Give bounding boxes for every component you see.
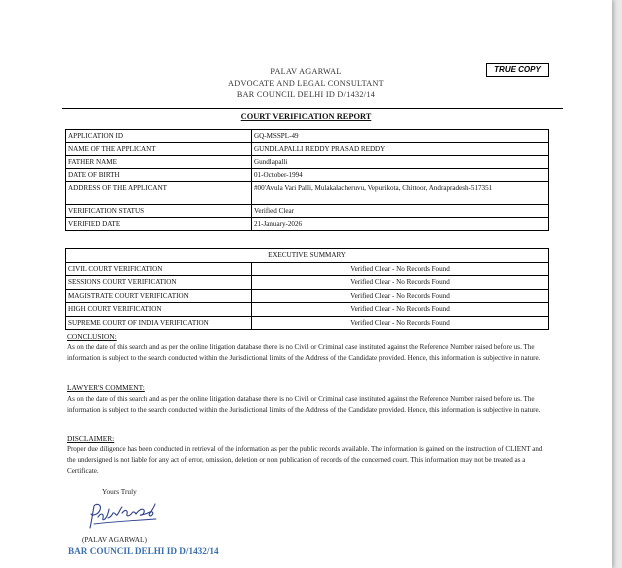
court-name: HIGH COURT VERIFICATION (66, 303, 252, 317)
court-result: Verified Clear - No Records Found (252, 289, 549, 303)
address-value: #00'Avula Vari Palli, Mulakalacheruvu, Vepurikota, Chittoor, Andrapradesh-517351 (252, 182, 549, 205)
court-result: Verified Clear - No Records Found (252, 303, 549, 317)
dob-label: DATE OF BIRTH (66, 169, 252, 182)
table-row (66, 156, 549, 169)
table-row (66, 249, 549, 263)
application-id-value: GQ-MSSPL-49 (252, 130, 549, 143)
court-name: SUPREME COURT OF INDIA VERIFICATION (66, 316, 252, 330)
court-result: Verified Clear - No Records Found (252, 316, 549, 330)
dob-value: 01-October-1994 (252, 169, 549, 182)
verified-date-label: VERIFIED DATE (66, 218, 252, 231)
application-id-label: APPLICATION ID (66, 130, 252, 143)
table-row (66, 303, 549, 317)
conclusion-heading: CONCLUSION: (67, 332, 117, 341)
table-row (66, 316, 549, 330)
conclusion-text: As on the date of this search and as per the online litigation database there is no Civil or Criminal case instituted against the Reference Number raised before us. The information is subject to the search conducted within the Jurisdictional limits of the Address of the Candidate provided. Hence, this information is subjective in nature. (67, 343, 541, 363)
table-row (66, 130, 549, 143)
true-copy-stamp: TRUE COPY (486, 63, 549, 77)
court-name: CIVIL COURT VERIFICATION (66, 262, 252, 276)
signatory-name: (PALAV AGARWAL) (82, 535, 147, 544)
disclaimer-heading: DISCLAIMER: (67, 434, 115, 443)
advocate-bar-council-id: BAR COUNCIL DELHI ID D/1432/14 (236, 90, 376, 99)
signatory-bar-council-id: BAR COUNCIL DELHI ID D/1432/14 (68, 546, 219, 556)
disclaimer-text: Proper due diligence has been conducted in retrieval of the information as per the public records available. The information is gained on the instruction of CLIENT and the undersigned is not liable for any act of error, omission, deletion or non publication of records of the concerned court. This information may not be treated as a Certificate. (67, 445, 543, 476)
father-name-label: FATHER NAME (66, 156, 252, 169)
closing-salutation: Yours Truly (102, 487, 137, 496)
court-name: SESSIONS COURT VERIFICATION (66, 276, 252, 290)
verified-date-value: 21-January-2026 (252, 218, 549, 231)
table-row (66, 262, 549, 276)
header-divider (62, 108, 563, 109)
advocate-name: PALAV AGARWAL (270, 67, 342, 76)
handwritten-signature (84, 501, 164, 533)
verification-status-value: Verified Clear (252, 205, 549, 218)
verification-status-label: VERIFICATION STATUS (66, 205, 252, 218)
applicant-details-table (65, 129, 549, 231)
executive-summary-heading: EXECUTIVE SUMMARY (66, 249, 549, 263)
table-row (66, 182, 549, 205)
table-row (66, 143, 549, 156)
executive-summary-table (65, 248, 549, 330)
table-row (66, 169, 549, 182)
address-label: ADDRESS OF THE APPLICANT (66, 182, 252, 205)
court-name: MAGISTRATE COURT VERIFICATION (66, 289, 252, 303)
father-name-value: Gundlapalli (252, 156, 549, 169)
applicant-name-value: GUNDLAPALLI REDDY PRASAD REDDY (252, 143, 549, 156)
advocate-designation: ADVOCATE AND LEGAL CONSULTANT (228, 78, 384, 88)
table-row (66, 289, 549, 303)
table-row (66, 218, 549, 231)
court-result: Verified Clear - No Records Found (252, 276, 549, 290)
table-row (66, 276, 549, 290)
applicant-name-label: NAME OF THE APPLICANT (66, 143, 252, 156)
lawyer-comment-text: As on the date of this search and as per the online litigation database there is no Civil or Criminal case instituted against the Reference Number raised before us. The information is subject to the search conducted within the Jurisdictional limits of the Address of the Candidate provided. Hence, this information is subjective in nature. (67, 395, 541, 415)
report-title: COURT VERIFICATION REPORT (240, 112, 372, 121)
lawyer-comment-heading: LAWYER'S COMMENT: (67, 383, 145, 392)
table-row (66, 205, 549, 218)
court-result: Verified Clear - No Records Found (252, 262, 549, 276)
